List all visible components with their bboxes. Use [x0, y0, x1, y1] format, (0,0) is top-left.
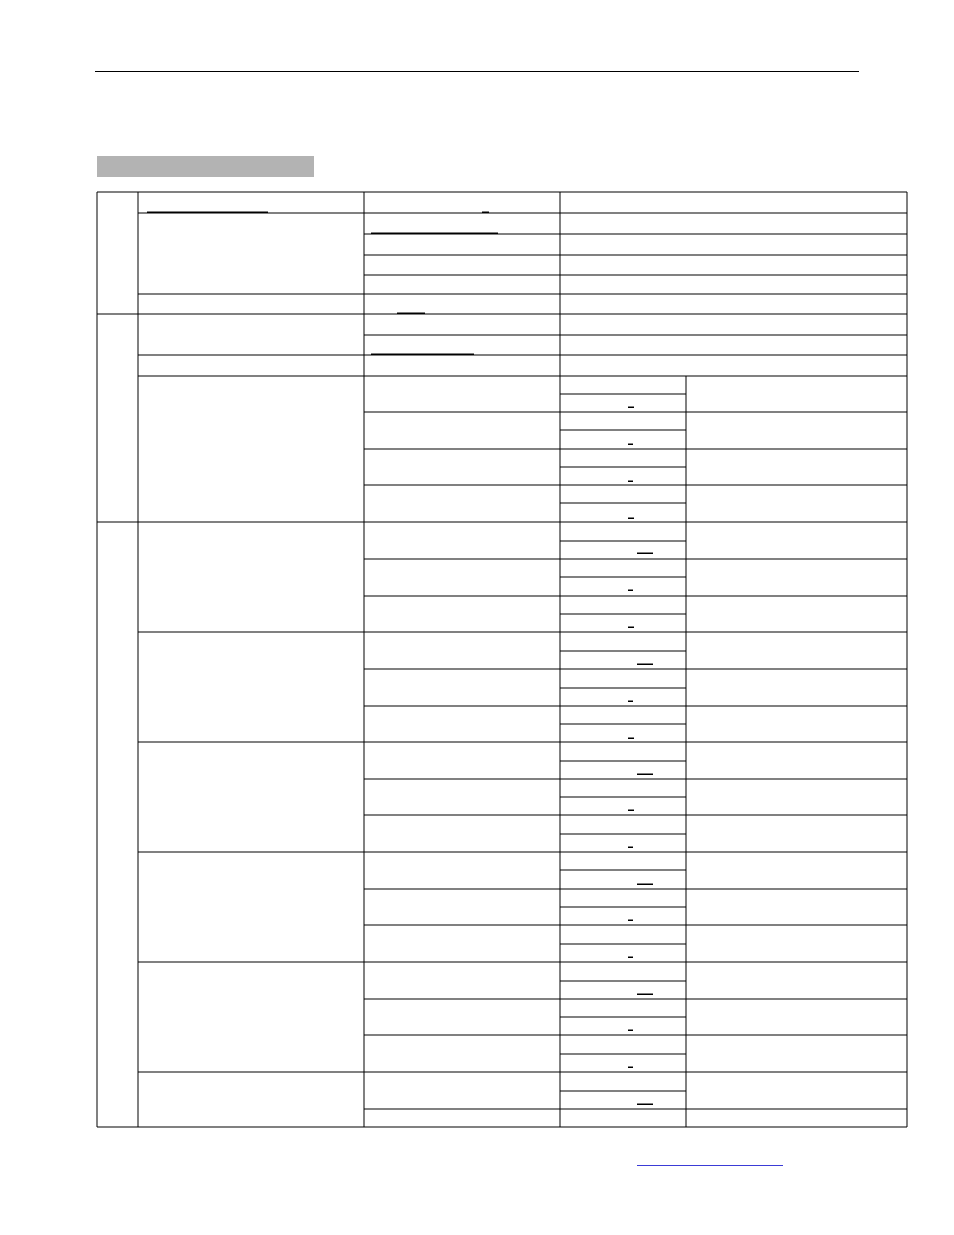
footer-link[interactable] — [637, 1165, 783, 1166]
